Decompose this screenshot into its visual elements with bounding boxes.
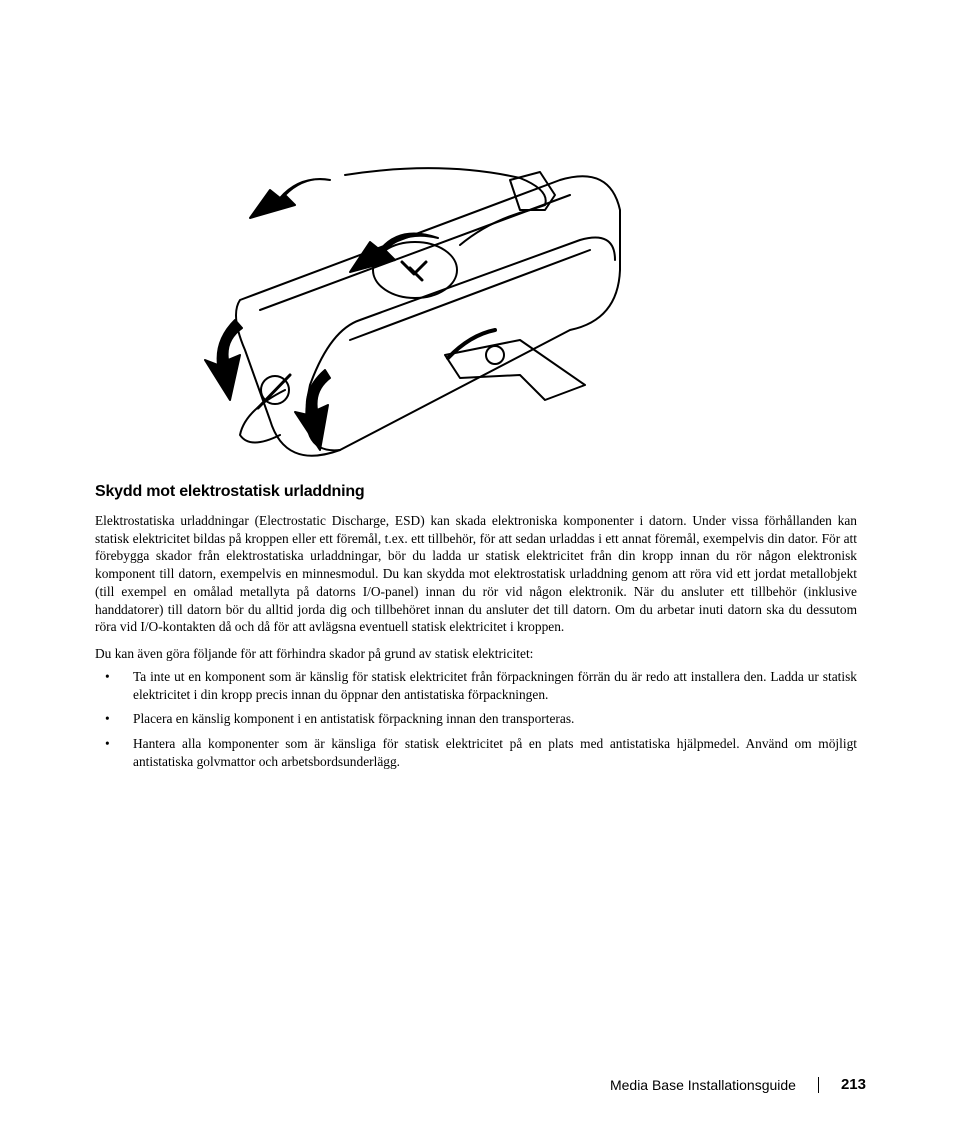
prevention-intro: Du kan även göra följande för att förhindra skador på grund av statisk elektricitet: [95, 646, 534, 661]
arrow-center [350, 234, 438, 272]
list-item-text: Ta inte ut en komponent som är känslig för statisk elektricitet från förpackningen förrän du är redo att installera den. Ladda ur statisk elektricitet i din kropp precis innan du öppnar den antistatiska förpackningen. [133, 669, 857, 702]
bullet-marker: • [105, 711, 110, 727]
cable [345, 168, 546, 245]
section-heading: Skydd mot elektrostatisk urladdning [95, 483, 365, 500]
device-body [236, 176, 620, 455]
arrow-top-left [250, 179, 330, 218]
page-footer [610, 1076, 866, 1093]
release-tab [445, 340, 585, 400]
logo-mark [402, 262, 426, 280]
release-tab-hole [486, 346, 504, 364]
arrow-left-down [205, 320, 242, 400]
prevention-list [95, 668, 857, 778]
footer-title: Media Base Installationsguide [609, 1076, 796, 1093]
tab-slot [448, 330, 495, 358]
footer-separator [818, 1077, 819, 1093]
list-item-text: Hantera alla komponenter som är känsliga för statisk elektricitet på en plats med antistatiska hjälpmedel. Använd om möjligt antistatiska golvmattor och arbetsbordsunderlägg. [133, 736, 857, 769]
page-number: 213 [840, 1076, 866, 1093]
list-item-text: Placera en känslig komponent i en antistatisk förpackning innan den transporteras. [133, 711, 575, 727]
list-item [95, 668, 857, 703]
list-item [95, 710, 857, 728]
list-item [95, 735, 857, 770]
bullet-marker: • [105, 669, 110, 684]
bullet-marker: • [105, 736, 110, 752]
wrap-cable-illustration [190, 150, 650, 460]
esd-paragraph: Elektrostatiska urladdningar (Electrostatic Discharge, ESD) kan skada elektroniska komponenter i datorn. Under vissa förhållanden kan statisk elektricitet bildas på kroppen eller ett föremål, t.ex. ett tillbehör, för att sedan urladdas i ett annat föremål, exempelvis din dator. För att förebygga skador från elektrostatiska urladdningar, bör du ladda ur statisk elektricitet från din kropp innan du rör någon elektronisk komponent till datorn, exempelvis en minnesmodul. Du kan skydda mot elektrostatisk urladdning genom att röra vid ett jordat metallobjekt (till exempel en omålad metallyta på datorns I/O-panel) innan du rör vid någon elektronik. När du ansluter ett tillbehör (inklusive handdatorer) till datorn bör du alltid jorda dig och tillbehöret innan du ansluter det till datorn. Om du arbetar inuti datorn ska du dessutom röra vid I/O-kontakten då och då för att avlägsna eventuell statisk elektricitet i kroppen. [95, 513, 857, 635]
arrow-front-down [295, 370, 330, 450]
